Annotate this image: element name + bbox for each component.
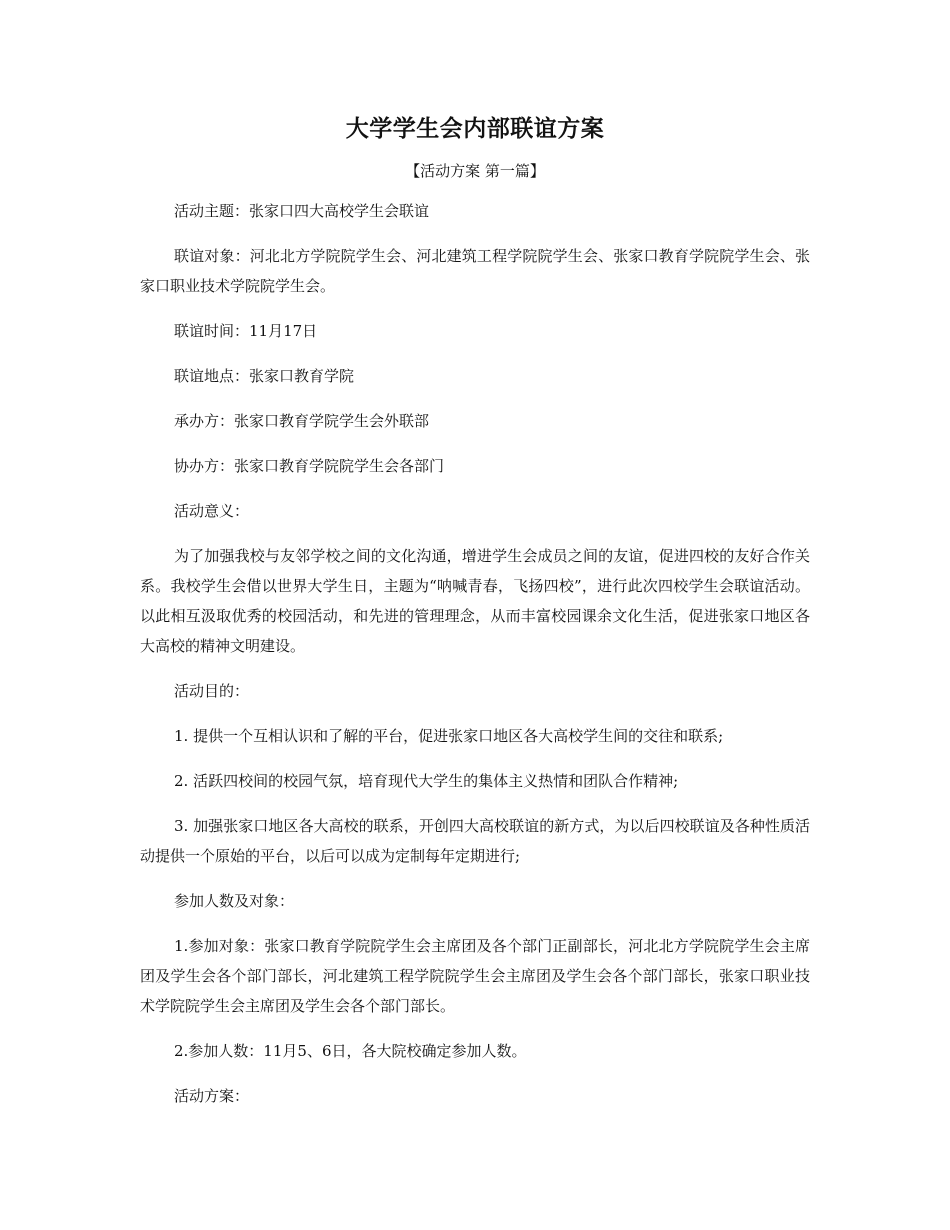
paragraph-co-organizer: 协办方：张家口教育学院院学生会各部门 bbox=[174, 457, 445, 475]
paragraph-purpose-1: 1. 提供一个互相认识和了解的平台，促进张家口地区各大高校学生间的交往和联系; bbox=[174, 727, 724, 745]
paragraph-purpose-2: 2. 活跃四校间的校园气氛，培育现代大学生的集体主义热情和团队合作精神; bbox=[174, 772, 679, 790]
paragraph-significance-body: 为了加强我校与友邻学校之间的文化沟通，增进学生会成员之间的友谊，促进四校的友好合作关系。我校学生会借以世界大学生日，主题为“呐喊青春，飞扬四校”，进行此次四校学生会联谊活动。以此相互汲取优秀的校园活动，和先进的管理理念，从而丰富校园课余文化生活，促进张家口地区各大高校的精神文明建设。 bbox=[140, 547, 810, 655]
paragraph-purpose-heading: 活动目的： bbox=[174, 682, 250, 700]
paragraph-attendance-heading: 参加人数及对象： bbox=[174, 892, 295, 910]
paragraph-purpose-3: 3. 加强张家口地区各大高校的联系，开创四大高校联谊的新方式，为以后四校联谊及各种性质活动提供一个原始的平台，以后可以成为定制每年定期进行; bbox=[140, 817, 810, 865]
document-body bbox=[140, 196, 810, 1126]
paragraph-time: 联谊时间：11月17日 bbox=[174, 322, 318, 340]
paragraph-significance-heading: 活动意义： bbox=[174, 502, 250, 520]
document-title: 大学学生会内部联谊方案 bbox=[345, 115, 605, 142]
paragraph-plan-heading: 活动方案： bbox=[174, 1087, 250, 1105]
paragraph-theme: 活动主题：张家口四大高校学生会联谊 bbox=[174, 202, 430, 220]
paragraph-location: 联谊地点：张家口教育学院 bbox=[174, 367, 355, 385]
paragraph-attendance-2: 2.参加人数：11月5、6日，各大院校确定参加人数。 bbox=[174, 1042, 527, 1060]
paragraph-attendance-1: 1.参加对象：张家口教育学院院学生会主席团及各个部门正副部长，河北北方学院院学生会主席团及学生会各个部门部长，河北建筑工程学院院学生会主席团及学生会各个部门部长，张家口职业技术学院院学生会主席团及学生会各个部门部长。 bbox=[140, 937, 810, 1015]
document-subtitle: 【活动方案 第一篇】 bbox=[405, 162, 545, 180]
paragraph-organizer: 承办方：张家口教育学院学生会外联部 bbox=[174, 412, 430, 430]
paragraph-participants: 联谊对象：河北北方学院院学生会、河北建筑工程学院院学生会、张家口教育学院院学生会、张家口职业技术学院院学生会。 bbox=[140, 247, 810, 295]
